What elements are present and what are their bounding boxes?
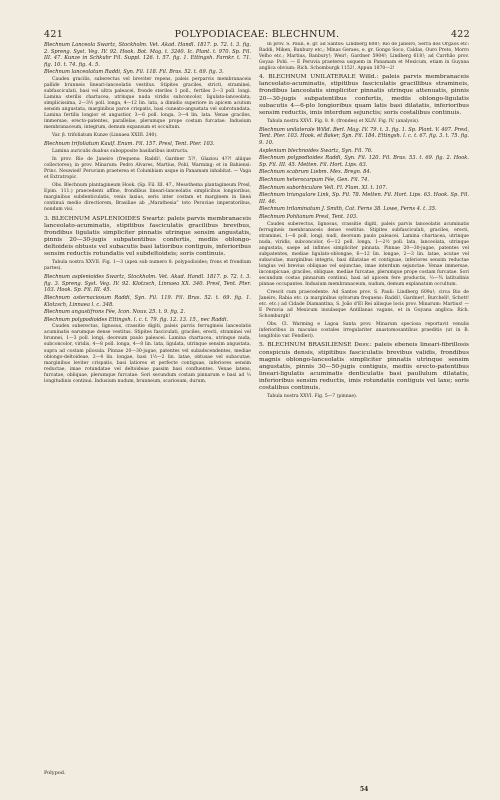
paragraph: In prov. Rio de Janeiro (frequens: Raddi!, Gardner 5?!, Glaziou 4??! aliique collectores); in prov. Minarum: Pedro Alvares, Martius, Pohl, Warming; et in Bahiensi: Princ. Neuwied! Peruviam praeterea et Columbiam usque in Panamam inhabitat. — Vaga et Extratropic. <box>44 157 251 181</box>
paragraph: Blechnum polypodioides Raddi, Syn. Fil. 120. Fil. Bras. 53. t. 69. fig. 2. Hook. Sp. Fil. III. 45. Metten. Fil. Hort. Lips. 63. <box>259 155 469 168</box>
paragraph: 3. BLECHNUM ASPLENIOIDES Swartz: paleis parvis membranaceis lanceolato-acuminatis, stipitibus fasciculatis gracilibus brevibus, frondibus ligulatis simpliciter pinnatis utrinque sensim angustatis, pinnis 20—30-jugis subpatentibus confertis, mediis oblongo-deltoideis obtusis vel subacutis basi latioribus contiguis, inferioribus sensim reductis rotundatis vel subdeltoideis; soris continuis. <box>44 215 251 257</box>
left-column <box>44 42 251 782</box>
paragraph: Caudex gracilis, suberectus vel breviter repens, paleis perparvis membranaceis pallide brunneis lineari-lanceolatis vestitus. Stipites graciles, stricti, straminei, subfasciculati, basi vel ultra paleacei, fronde steriles 1 poll., fertiles 2—3 poll. longi. Lamina sterilis chartacea, utrinque nuda viridis subconcolor, ligulato-lanceolata, simplicissima, 2—3½ poll. longa, 4—12 lin. lata, a dimidio superiore in apicem acutum sensim angustata, marginibus parce crispatis, basi cuneato-angustata vel subrotundata. Lamina fertilis longior et angustior, 3—6 poll. longa, 3—4 lin. lata. Venae graciles, immersae, erecto-patentes, parallelae, plerumque prope costam furcatae. Indusium membranaceum, integrum, demum expansum et occultum. <box>44 76 251 131</box>
paragraph: Blechnum asplenioides Swartz, Stockholm. Vet. Akad. Handl. 1817. p. 72. t. 3. fig. 3. Spreng. Syst. Veg. IV. 92. Klotzsch, Linnaea XX. 340. Presl, Tent. Pter. 103. Hook. Sp. Fil. III. 45. <box>44 274 251 294</box>
paragraph: Obs. Cl. Warming e Lagoa Santa prov. Minarum speciosa reportavit venulis inferioribus in maculas costales irregulariter anastomosantibus praeditis (ut in B. longifolio var. Fendleri). <box>259 322 469 340</box>
paragraph: Blechnum trifoliatum Kaulf. Enum. Fil. 157. Presl, Tent. Pter. 103. <box>44 141 215 148</box>
paragraph: Blechnum lanceolatum Raddi, Syn. Fil. 118. Fil. Bras. 52. t. 69. fig. 3. <box>44 69 224 76</box>
paragraph: Blechnum asternaciosum Raddi, Syn. Fil. 119. Fil. Bras. 52. t. 69. fig. 1. Klotzsch, Linnaea l. c. 348. <box>44 294 251 308</box>
paragraph: Tabula nostra XXVII. Fig. 1—3 (apex sub numero 8. polypodioides; frons et frondium partes). <box>44 260 251 272</box>
header-left-number: 421 <box>44 29 64 40</box>
paragraph: Blechnum trilaminatum J. Smith, Cat. Ferns 38. Lowe, Ferns 4. t. 35. <box>259 206 437 213</box>
paragraph: Caudex suberectus, lignosus, crassitie digiti, paleis parvis ferrugineis lanceolatis acuminatis earumque dense vestitus. Stipites fasciculati, graciles, erecti, straminei vel brunnei, 1—3 poll. longi, deorsum paulo paleacei. Lamina chartacea, utrinque nuda, subconcolor, viridis, 4—8 poll. longa, 4—8 lin. lata, ligulata, utrinque sensim angustata, supra ad costam pilosula. Pinnae 20—30-jugae, patentes vel subadscendentes, mediae oblongo-deltoideae, 2—4 lin. longae, basi 1½—2 lin. latae, obtusae vel subacutae, marginibus leviter crispatis, basi latiores et perfecte contiguae, inferiores sensim reductae, imae rotundatae vel deltoideae passim basi confluentes. Venae latens, furcatae, obliquae, plerumque furcatae. Sori secundum costam pinnarum e basi ad ⅓ longitudinis continui. Indusium nudum, brunneum, scariosum, durum. <box>44 324 251 384</box>
paragraph: Blechnum Lanceola Swartz, Stockholm. Vet. Akad. Handl. 1817. p. 72. t. 3. fig. 2. Spreng. Syst. Veg. IV. 92. Hook. Bot. Mag. t. 3240. Ic. Plant. t. 970. Sp. Fil. III. 47. Kunze in Schkuhr Fil. Suppl. 126. t. 57. fig. 1. Ettingsh. Farnkr. t. 71. fig. 10. t. 74. fig. 4. 5. <box>44 42 251 68</box>
paragraph: Blechnum angustifrons Fée, Icon. Nouv. 25. t. 9. fig. 2. <box>44 309 186 316</box>
right-column <box>259 42 469 782</box>
folio-signature: Polypod. <box>44 770 66 776</box>
paragraph: Crescit cum praecedente. Ad Santos prov. S. Pauli: Lindberg 609a!; circa Rio de Janeiro, Rabia etc. (a marginibus sylvarum frequens: Raddi!, Gardner!, Burchell!, Schott! etc. etc.) ad Cidade Diamantina, S. João d'El Rei aliisque locis prov. Minarum: Martius! — E Peruvia ad Mexicum insulasque Antillanas vagans, et in Guyana anglica: Rich. Schomburgk! <box>259 290 469 320</box>
paragraph: Blechnum triangulare Link, Sp. Fil. 78. Metten. Fil. Hort. Lips. 63. Hook. Sp. Fil. III. 46. <box>259 192 469 205</box>
paragraph: Obs. Blechnum plantagineum Hook. (Sp. Fil. III. 47., Mesothema plantagineum Presl, Epim. 111.) praecedenti affine, frondibus lineari-lanceolatis simplicibus longioribus, marginibus subdenticulatis, venis laxius, seris inter costam et marginem in lineá continuá medio directiorem, Brasiliae ab „Marathesia“ toto Peruviae imperatoribus, nondum visi. <box>44 183 251 213</box>
header-title: POLYPODIACEAE: BLECHNUM. <box>174 29 340 40</box>
running-header <box>44 29 470 41</box>
paragraph: 5. BLECHNUM BRASILIENSE Desv.: paleis ebeneis lineari-fibrillosis conspicuis densis, stipitibus fasciculatis brevibus validis, frondibus magnis oblongo-lanceolatis simpliciter pinnatis utrinque sensim angustatis, pinnis 30—50-jugis contiguis, mediis erecto-patentibus lineari-ligulatis acuminatis denticulatis basi paullulum dilatatis, inferioribus sensim reductis, imis rotundatis contiguis vel laxe; soris costalibus continuis. <box>259 342 469 392</box>
paragraph: 4. BLECHNUM UNILATERALE Willd.: paleis parvis membranaceis lanceolato-acuminatis, stipitibus fasciculatis gracillibus stramineis, frondibus lanceolatis simpliciter pinnatis utrinque attenuatis, pinnis 20—30-jugis subpatentibus confertis, mediis oblongo-ligulatis subacutis 4—6-plo longioribus quam latis basi dilatatis, inferioribus sensim reductis, imis interdum sejunctis; soris costalibus continuis. <box>259 74 469 116</box>
paragraph: Caudex suberectus, lignosus, crassitie digiti, paleis parvis lanceolatis acuminatis ferrugineis membranaceis dense vestitus. Stipites subfasciculati, graciles, erecti, straminei, 1—6 poll. longi, nudi, deorsum paulo paleacei. Lamina chartacea, utrinque nuda, viridis, subconcolor, 6—12 poll. longa, 1—2½ poll. lata, lanceolata, utrinque angustata, saepe ad infimos simpliciter pinnata. Pinnae 20—30-jugae, patentes vel subpatentes, mediae ligulato-oblongae, 6—12 lin. longae, 2—3 lin. latae, acutae vel subacutae, marginibus integris, basi dilatatae et contiguae, inferiores sensim reductae longius vel brevius obliquae vel sejunctae, imae interdum sejunctae. Venae immersae, inconspicuae, graciles, obliquae, mediae furcatae, plerumque prope costam furcatae. Sori secundum costas pinnarum continui, basi ad apicem fere productis, ⅔—¾ latitudinis pinnae occupantes. Indusium membranaceum, nudum, demum explanatum occultum. <box>259 221 469 288</box>
header-right-number: 422 <box>450 29 470 40</box>
paragraph: Tabula nostra XXVI. Fig. 5—7 (pinnae). <box>267 394 358 400</box>
paragraph: Var. β. trifoliatum Kunze (Linnaea XXIII. 240). <box>52 133 158 139</box>
paragraph: Blechnum unilaterale Willd. Berl. Mag. IV. 79. t. 3. fig. 1. Sp. Plant. V. 407. Presl, Tent. Pter. 103. Hook. et Baker, Syn. Fil. 184. Ettingsh. l. c. t. 67. fig. 3. t. 75. fig. 9. 10. <box>259 126 469 147</box>
paragraph: Lamina auriculis duabus subopposite basilaribus instructa. <box>52 149 189 155</box>
paragraph: Blechnum polypodioides Ettingsh. l. c. t. 79. fig. 12. 13. 15., nec Raddi. <box>44 316 229 323</box>
paragraph: Blechnum scabrum Liebm. Mex. Bregn. 84. <box>259 169 372 176</box>
paragraph: Tabula nostra XXVI. Fig. 8. 9. (frondes) et XLIV. Fig. IV. (analysis). <box>267 118 420 124</box>
paragraph: Blechnum suborbiculare Vell. Fl. Flum. XI. t. 107. <box>259 184 388 191</box>
paragraph: Blechnum heterocarpum Fée, Gen. Fil. 74. <box>259 177 369 183</box>
paragraph: Asplenium blechnoides Swartz, Syn. Fil. 76. <box>259 147 373 154</box>
paragraph: In prov. S. Pauli, e. gr. ad Santos: Lindberg 608!; Rio de Janeiro, Serra dos Orgãos etc: Raddi, Miken, Banbury etc.; Minas Geraes, e. gr. Gongo Soco, Caldas, Ouro Preto, Morro Velho etc.; Martius, Banbury!; Weir!; Gardner 5904!; Lindberg 618!; ad Carrhão prov. Goyaz: Pohl. — E Peruvia praeterea usquem in Panamam et Mexicum, etiam in Guyana anglica obvium: Rich. Schomburgk 1152!, Appun 1870—2! <box>259 42 469 72</box>
paragraph: Blechnum Pohlianum Presl, Tent. 103. <box>259 213 358 220</box>
page-number: 54 <box>360 786 369 793</box>
